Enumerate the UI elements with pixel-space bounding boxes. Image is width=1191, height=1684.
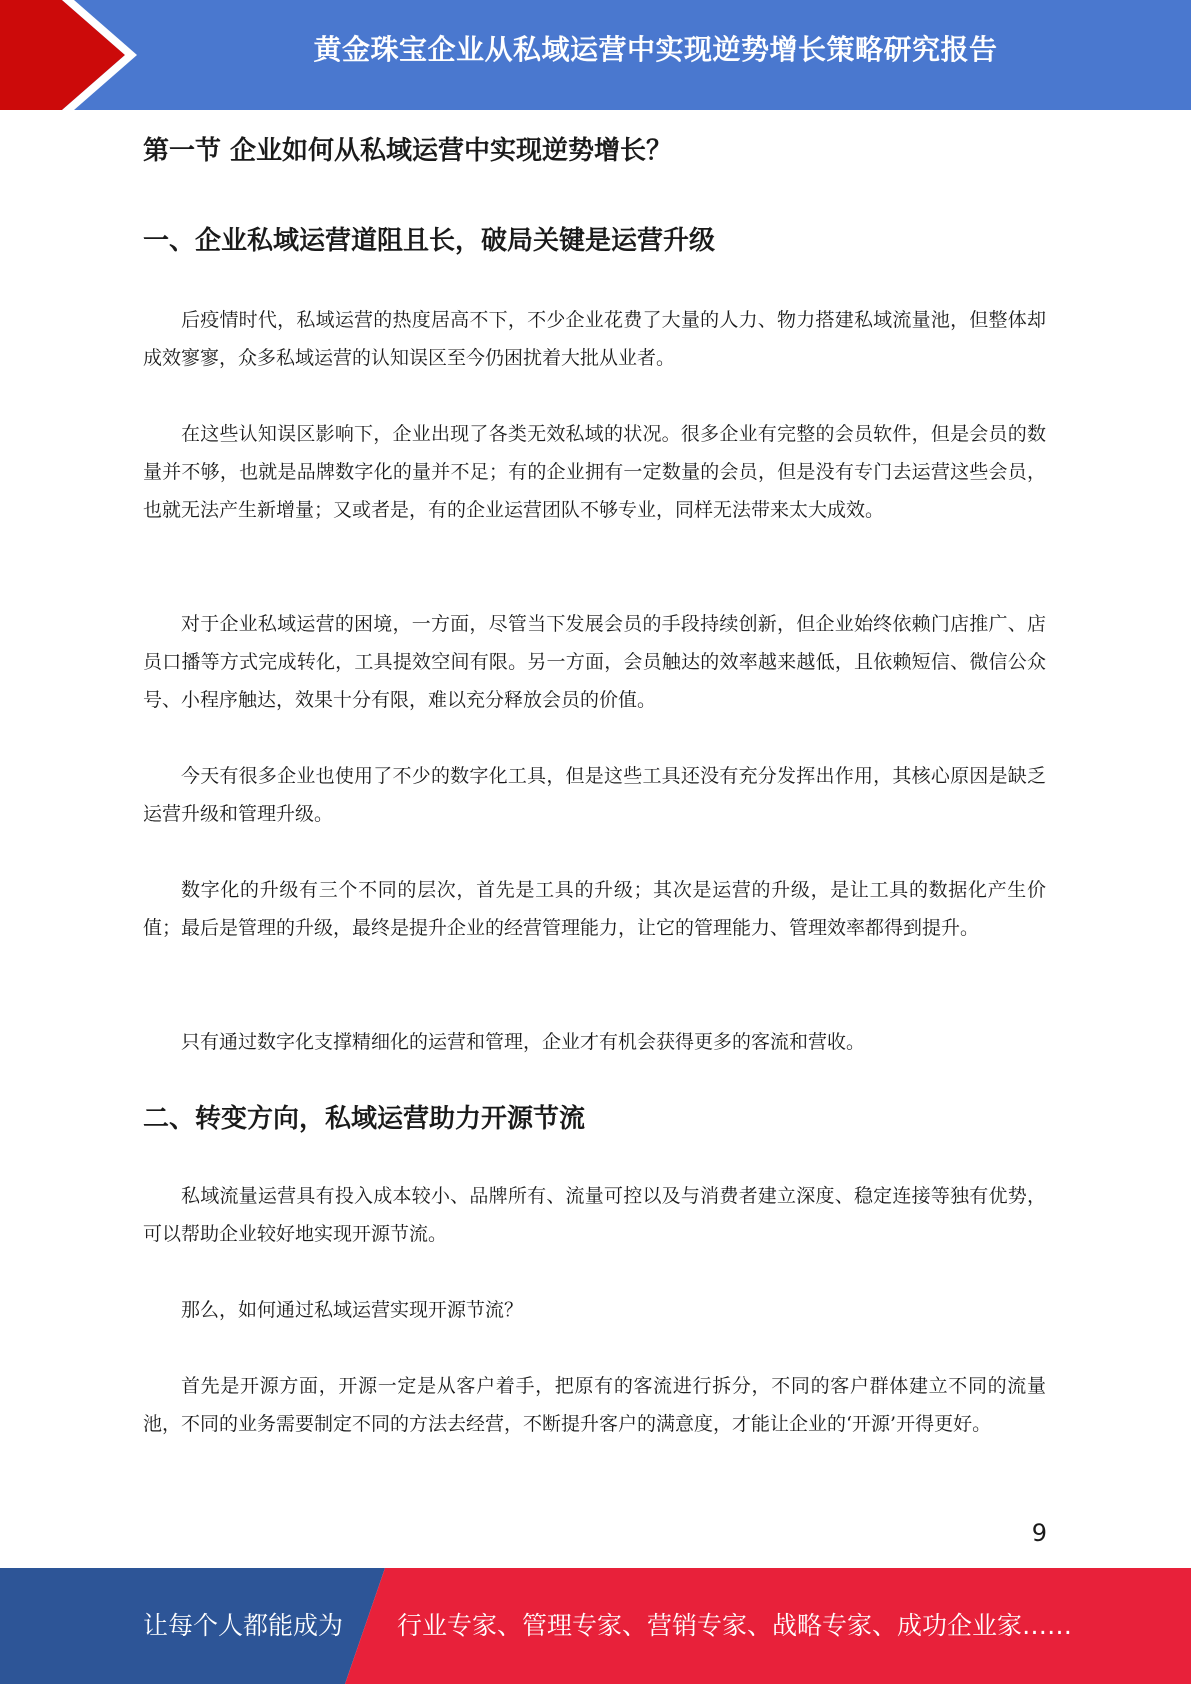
paragraph: 只有通过数字化支撑精细化的运营和管理，企业才有机会获得更多的客流和营收。 [181,1031,866,1053]
footer-band [0,1568,1191,1684]
header-band [0,0,1191,110]
chapter-title: 第一节 企业如何从私域运营中实现逆势增长？ [143,136,673,166]
report-title: 黄金珠宝企业从私域运营中实现逆势增长策略研究报告 [313,33,998,66]
section-1-heading: 一、企业私域运营道阻且长，破局关键是运营升级 [143,226,716,256]
paragraph: 后疫情时代，私域运营的热度居高不下，不少企业花费了大量的人力、物力搭建私域流量池，但整体却成效寥寥，众多私域运营的认知误区至今仍困扰着大批从业者。 [143,309,1046,369]
paragraph: 那么，如何通过私域运营实现开源节流？ [181,1299,524,1321]
paragraph: 数字化的升级有三个不同的层次，首先是工具的升级；其次是运营的升级，是让工具的数据化产生价值；最后是管理的升级，最终是提升企业的经营管理能力，让它的管理能力、管理效率都得到提升。 [143,879,1046,939]
header-arrow-decoration [0,0,160,110]
footer-slogan-right: 行业专家、管理专家、营销专家、战略专家、成功企业家…… [397,1611,1073,1640]
section-2-heading: 二、转变方向，私域运营助力开源节流 [143,1104,586,1134]
paragraph: 私域流量运营具有投入成本较小、品牌所有、流量可控以及与消费者建立深度、稳定连接等独有优势，可以帮助企业较好地实现开源节流。 [143,1185,1046,1245]
page-number: 9 [1031,1519,1047,1547]
paragraph: 在这些认知误区影响下，企业出现了各类无效私域的状况。很多企业有完整的会员软件，但是会员的数量并不够，也就是品牌数字化的量并不足；有的企业拥有一定数量的会员，但是没有专门去运营这些会员，也就无法产生新增量；又或者是，有的企业运营团队不够专业，同样无法带来太大成效。 [143,423,1046,521]
paragraph: 首先是开源方面，开源一定是从客户着手，把原有的客流进行拆分，不同的客户群体建立不同的流量池，不同的业务需要制定不同的方法去经营，不断提升客户的满意度，才能让企业的‘开源’开得更好。 [143,1375,1046,1435]
footer-slogan-left: 让每个人都能成为 [143,1611,344,1640]
paragraph: 对于企业私域运营的困境，一方面，尽管当下发展会员的手段持续创新，但企业始终依赖门店推广、店员口播等方式完成转化，工具提效空间有限。另一方面，会员触达的效率越来越低，且依赖短信、微信公众号、小程序触达，效果十分有限，难以充分释放会员的价值。 [143,613,1046,711]
paragraph: 今天有很多企业也使用了不少的数字化工具，但是这些工具还没有充分发挥出作用，其核心原因是缺乏运营升级和管理升级。 [143,765,1046,825]
